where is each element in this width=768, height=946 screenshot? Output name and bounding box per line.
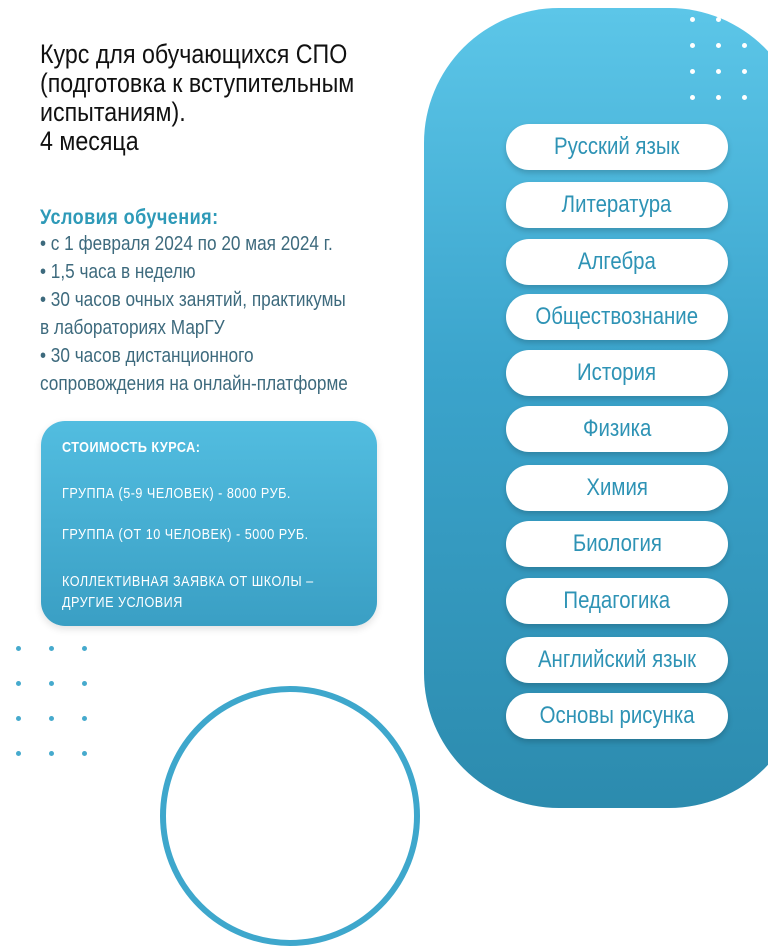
price-card [41,421,377,626]
dot [49,681,54,686]
subject-label: История [577,359,657,386]
decorative-ring [160,686,420,946]
price-group-large: ГРУППА (ОТ 10 ЧЕЛОВЕК) - 5000 РУБ. [62,526,309,543]
subject-label: Литература [562,191,672,218]
title-line: 4 месяца [40,126,139,156]
dot [716,17,721,22]
dot [16,646,21,651]
price-group-small: ГРУППА (5-9 ЧЕЛОВЕК) - 8000 РУБ. [62,485,291,502]
conditions-item: в лабораториях МарГУ [40,317,225,339]
dot [716,69,721,74]
dot [690,17,695,22]
dot [690,43,695,48]
subject-pill-chemistry [506,465,728,511]
subject-label: Основы рисунка [539,702,695,729]
dot [49,751,54,756]
price-collective-line1: КОЛЛЕКТИВНАЯ ЗАЯВКА ОТ ШКОЛЫ – [62,573,314,590]
conditions-item: • 1,5 часа в неделю [40,261,196,283]
dot [82,646,87,651]
dot [742,69,747,74]
subject-label: Химия [586,474,648,501]
subject-label: Алгебра [577,248,656,275]
conditions-item: • с 1 февраля 2024 по 20 мая 2024 г. [40,233,333,255]
subject-pill-social-studies [506,294,728,340]
dot [742,95,747,100]
dot [16,751,21,756]
subject-label: Биология [572,530,662,557]
subject-label: Английский язык [537,646,697,673]
price-heading: СТОИМОСТЬ КУРСА: [62,439,201,456]
dot [82,716,87,721]
subject-label: Физика [582,415,652,442]
dot [82,681,87,686]
dot [716,95,721,100]
dot [82,751,87,756]
subject-label: Русский язык [554,133,680,160]
subject-pill-russian [506,124,728,170]
dot [716,43,721,48]
subject-pill-pedagogy [506,578,728,624]
dot [16,681,21,686]
conditions-item: сопровождения на онлайн-платформе [40,373,348,395]
subject-pill-drawing [506,693,728,739]
price-collective-line2: ДРУГИЕ УСЛОВИЯ [62,594,183,611]
subject-pill-physics [506,406,728,452]
subject-label: Обществознание [535,303,699,330]
title-line: испытаниям). [40,97,186,127]
conditions-list [40,230,418,398]
dot [742,17,747,22]
subject-pill-english [506,637,728,683]
conditions-item: • 30 часов очных занятий, практикумы [40,289,346,311]
subject-label: Педагогика [563,587,671,614]
conditions-heading: Условия обучения: [40,206,219,229]
dot [742,43,747,48]
dot [690,95,695,100]
title-line: Курс для обучающихся СПО [40,39,348,69]
subject-pill-history [506,350,728,396]
page-title [40,40,384,156]
subject-pill-algebra [506,239,728,285]
dot [49,716,54,721]
dot [16,716,21,721]
title-line: (подготовка к вступительным [40,68,355,98]
subject-pill-biology [506,521,728,567]
conditions-section [40,206,418,398]
dot [690,69,695,74]
conditions-item: • 30 часов дистанционного [40,345,254,367]
subject-pill-literature [506,182,728,228]
dot [49,646,54,651]
